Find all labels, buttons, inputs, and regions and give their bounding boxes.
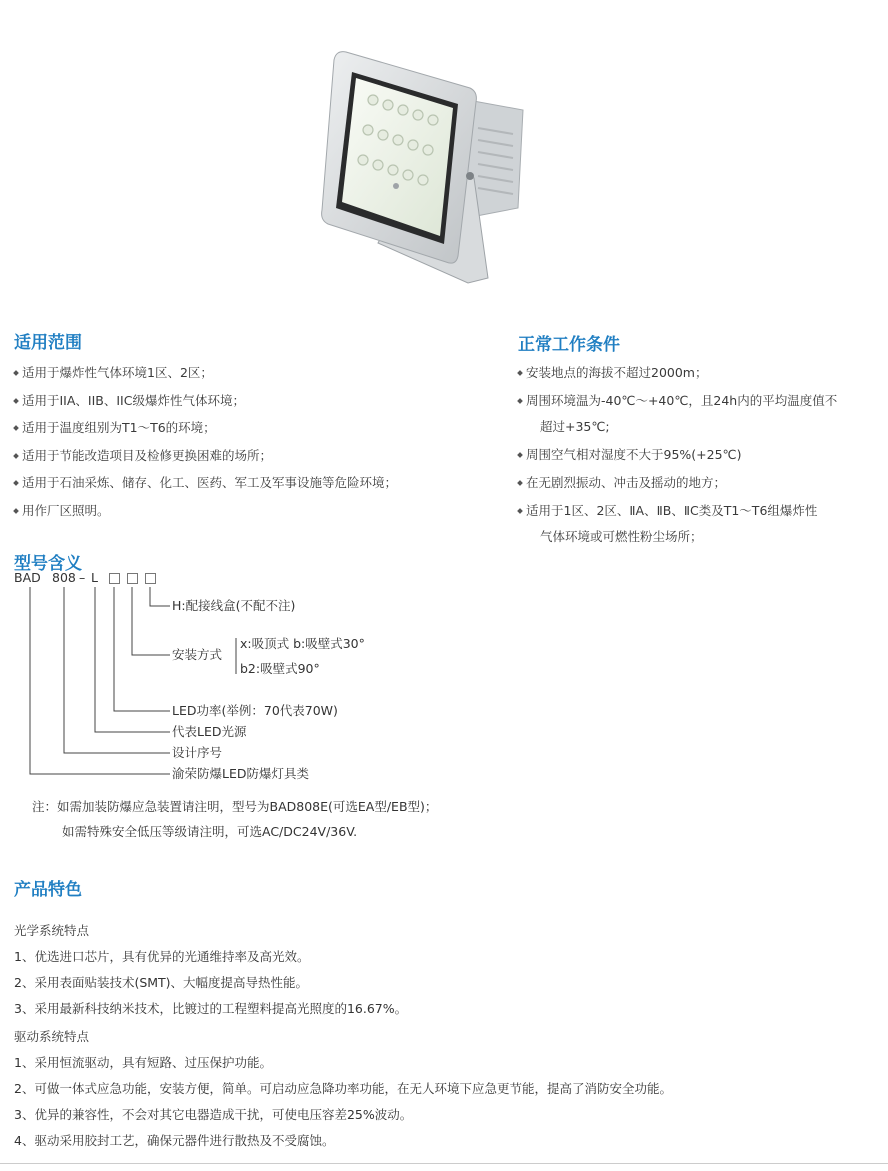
condition-text-cont: 气体环境或可燃性粉尘场所； [540,529,703,544]
mount-label: 安装方式 [172,647,223,662]
optical-item: 1、优选进口芯片，具有优异的光通维持率及高光效。 [14,949,310,964]
condition-text: 适用于1区、2区、ⅡA、ⅡB、ⅡC类及T1～T6组爆炸性 [526,503,818,518]
list-item: 适用于石油采炼、储存、化工、医药、军工及军事设施等危险环境； [14,474,397,492]
code-dash: – [79,570,86,585]
h-label: H:配接线盒(不配不注) [172,598,296,613]
condition-text-cont: 超过+35℃; [540,419,610,434]
serial-label: 设计序号 [172,745,223,760]
optical-item: 3、采用最新科技纳米技术，比镀过的工程塑料提高光照度的16.67%。 [14,1001,408,1016]
code-l: L [91,570,98,585]
drive-item: 2、可做一体式应急功能，安装方便，简单。可启动应急降功率功能，在无人环境下应急更节能，提高了消防安全功能。 [14,1081,672,1096]
list-item: 适用于节能改造项目及检修更换困难的场所； [14,447,397,465]
drive-title: 驱动系统特点 [14,1029,90,1044]
code-bad: BAD [14,570,41,585]
list-item: 用作厂区照明。 [14,502,397,520]
list-item: 适用于IIA、IIB、IIC级爆炸性气体环境； [14,392,397,410]
list-item: 适用于温度组别为T1～T6的环境； [14,419,397,437]
bottom-divider [0,1163,888,1164]
mount-option-2: b2:吸壁式90° [240,661,320,676]
conditions-title: 正常工作条件 [518,335,620,355]
power-label: LED功率(举例：70代表70W) [172,703,338,718]
led-label: 代表LED光源 [172,724,247,739]
list-item: 适用于爆炸性气体环境1区、2区； [14,364,397,382]
model-note-1: 注：如需加装防爆应急装置请注明，型号为BAD808E(可选EA型/EB型)； [32,799,438,814]
condition-text: 安装地点的海拔不超过2000m； [526,365,708,380]
brand-label: 渝荣防爆LED防爆灯具类 [172,766,309,781]
model-note-2: 如需特殊安全低压等级请注明，可选AC/DC24V/36V. [62,824,358,839]
scope-title: 适用范围 [14,333,82,353]
condition-text: 周围空气相对湿度不大于95%(+25℃) [526,447,742,462]
mount-option-1: x:吸顶式 b:吸壁式30° [240,636,365,651]
drive-item: 3、优异的兼容性，不会对其它电器造成干扰，可使电压容差25%波动。 [14,1107,413,1122]
condition-text: 周围环境温为-40℃～+40℃，且24h内的平均温度值不 [526,393,838,408]
condition-text: 在无剧烈振动、冲击及摇动的地方； [526,475,727,490]
optical-title: 光学系统特点 [14,923,90,938]
drive-item: 1、采用恒流驱动，具有短路、过压保护功能。 [14,1055,272,1070]
model-title: 型号含义 [14,554,82,574]
features-title: 产品特色 [14,880,82,900]
drive-item: 4、驱动采用胶封工艺，确保元器件进行散热及不受腐蚀。 [14,1133,335,1148]
optical-item: 2、采用表面贴装技术(SMT)、大幅度提高导热性能。 [14,975,309,990]
code-number: 808 [52,570,76,585]
